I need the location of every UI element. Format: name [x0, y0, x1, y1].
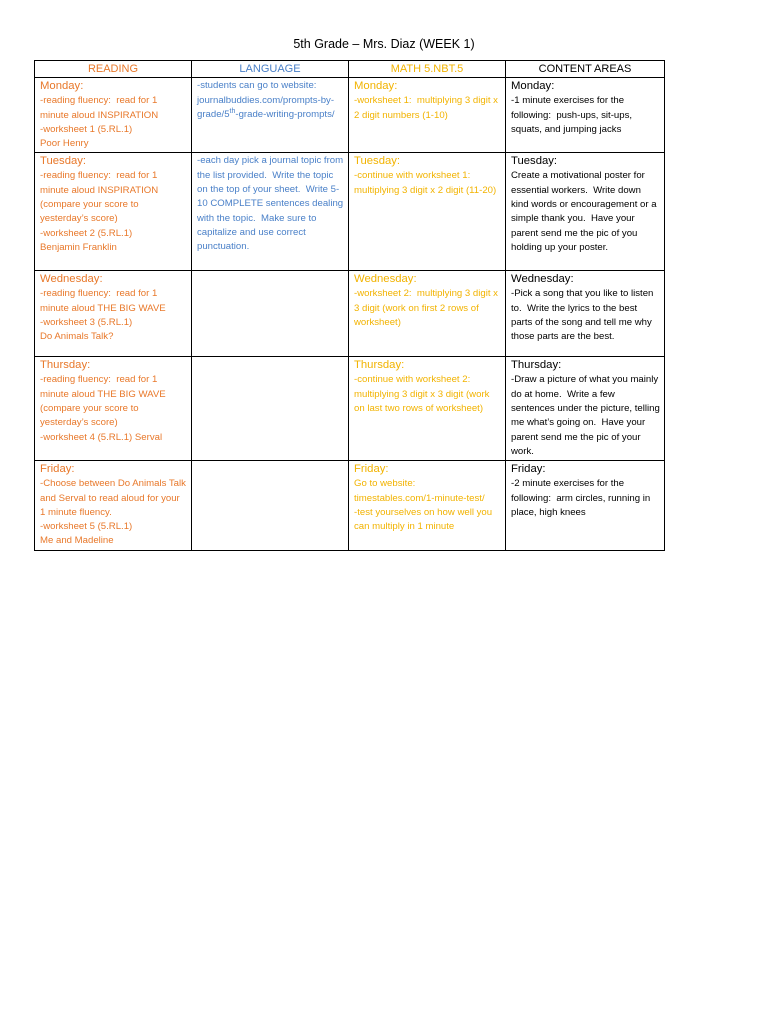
table-row — [35, 153, 665, 271]
math-cell — [349, 78, 506, 153]
cell-line: -worksheet 5 (5.RL.1) — [40, 521, 133, 533]
reading-cell — [35, 271, 192, 357]
weekly-schedule-table — [34, 60, 665, 551]
header-math: MATH 5.NBT.5 — [349, 61, 506, 78]
day-label: Monday: — [511, 80, 555, 93]
cell-line: -worksheet 3 (5.RL.1) — [40, 317, 133, 329]
cell-line: -Pick a song that you like to listen to. Write the lyrics to the best parts of the song and tell me why those parts are the best. — [511, 288, 657, 343]
content-cell — [506, 271, 665, 357]
header-language: LANGUAGE — [192, 61, 349, 78]
table-row — [35, 461, 665, 550]
day-label: Wednesday: — [40, 273, 103, 286]
cell-line: -worksheet 1 (5.RL.1) — [40, 123, 133, 135]
cell-line: -worksheet 1: multiplying 3 digit x 2 digit numbers (1-10) — [354, 95, 501, 121]
reading-cell — [35, 357, 192, 461]
link-part: journalbuddies.com/prompts-by-grade/5 — [197, 94, 335, 120]
day-label: Thursday: — [40, 359, 91, 372]
day-label: Thursday: — [354, 359, 405, 372]
cell-line: Go to website: — [354, 478, 416, 490]
header-reading: READING — [35, 61, 192, 78]
superscript: th — [229, 107, 236, 115]
cell-line: -reading fluency: read for 1 minute aloud THE BIG WAVE (compare your score to yesterday’s score) — [40, 374, 169, 429]
day-label: Wednesday: — [511, 273, 574, 286]
cell-line: -reading fluency: read for 1 minute aloud INSPIRATION — [40, 95, 160, 121]
cell-line: -reading fluency: read for 1 minute aloud INSPIRATION (compare your score to yesterday’s score) — [40, 170, 161, 225]
cell-line: -students can go to website: — [197, 80, 317, 92]
table-row — [35, 271, 665, 357]
day-label: Friday: — [511, 463, 546, 476]
cell-line: Benjamin Franklin — [40, 241, 117, 253]
content-cell — [506, 461, 665, 550]
day-label: Tuesday: — [354, 155, 401, 168]
math-cell — [349, 357, 506, 461]
math-cell — [349, 271, 506, 357]
day-label: Tuesday: — [511, 155, 558, 168]
cell-line: -Draw a picture of what you mainly do at home. Write a few sentences under the picture, telling me what’s going on. Have your parent send me the pic of your work. — [511, 374, 663, 457]
cell-line: -worksheet 2 (5.RL.1) — [40, 227, 133, 239]
cell-line: -each day pick a journal topic from the list provided. Write the topic on the top of your sheet. Write 5-10 COMPLETE sentences dealing with the topic. Make sure to capitalize and use correct punctuation. — [197, 155, 346, 253]
content-cell — [506, 153, 665, 271]
cell-line: -worksheet 2: multiplying 3 digit x 3 digit (work on first 2 rows of worksheet) — [354, 288, 501, 329]
language-cell — [192, 271, 349, 357]
page-title: 5th Grade – Mrs. Diaz (WEEK 1) — [293, 37, 475, 51]
math-cell — [349, 461, 506, 550]
header-content-areas: CONTENT AREAS — [506, 61, 665, 78]
day-label: Thursday: — [511, 359, 562, 372]
day-label: Wednesday: — [354, 273, 417, 286]
language-cell — [192, 78, 349, 153]
day-label: Friday: — [40, 463, 75, 476]
cell-line: -test yourselves on how well you can multiply in 1 minute — [354, 506, 495, 533]
content-cell — [506, 78, 665, 153]
cell-line: -reading fluency: read for 1 minute aloud THE BIG WAVE — [40, 288, 166, 314]
cell-line: Me and Madeline — [40, 535, 114, 547]
website-link[interactable] — [197, 94, 344, 123]
reading-cell — [35, 461, 192, 550]
link-part: -grade-writing-prompts/ — [235, 108, 335, 120]
table-row — [35, 357, 665, 461]
content-cell — [506, 357, 665, 461]
cell-line: -continue with worksheet 2: multiplying 3 digit x 3 digit (work on last two rows of worksheet) — [354, 374, 493, 415]
cell-line: -2 minute exercises for the following: arm circles, running in place, high knees — [511, 478, 653, 518]
math-cell — [349, 153, 506, 271]
day-label: Friday: — [354, 463, 389, 476]
cell-line: Poor Henry — [40, 138, 89, 150]
cell-line: -worksheet 4 (5.RL.1) Serval — [40, 431, 163, 443]
reading-cell — [35, 153, 192, 271]
cell-line: Do Animals Talk? — [40, 331, 114, 343]
cell-line: -Choose between Do Animals Talk and Serval to read aloud for your 1 minute fluency. — [40, 478, 189, 518]
language-cell — [192, 461, 349, 550]
table-row — [35, 78, 665, 153]
website-link[interactable]: timestables.com/1-minute-test/ — [354, 492, 485, 504]
language-cell — [192, 357, 349, 461]
cell-line: Create a motivational poster for essential workers. Write down kind words or encouragement or a simple thank you. Have your parent send me the pic of you holding up your poster. — [511, 170, 660, 253]
cell-line: -continue with worksheet 1: multiplying 3 digit x 2 digit (11-20) — [354, 170, 497, 196]
header-row — [35, 61, 665, 78]
day-label: Monday: — [40, 80, 84, 93]
day-label: Monday: — [354, 80, 398, 93]
reading-cell — [35, 78, 192, 153]
cell-line: -1 minute exercises for the following: push-ups, sit-ups, squats, and jumping jacks — [511, 95, 635, 135]
day-label: Tuesday: — [40, 155, 87, 168]
language-cell — [192, 153, 349, 271]
